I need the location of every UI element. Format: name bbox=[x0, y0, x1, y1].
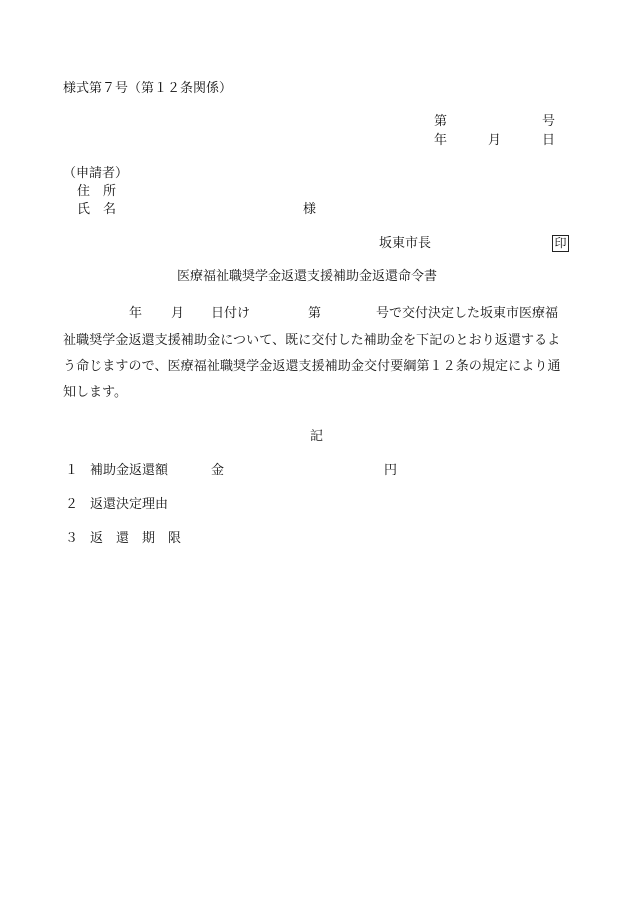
body-line-2: 祉職奨学金返還支援補助金について、既に交付した補助金を下記のとおり返還するよ bbox=[63, 333, 561, 348]
item-1-number: １ bbox=[65, 463, 79, 478]
body-line-4: 知します。 bbox=[63, 385, 127, 400]
item-3-label: 返 還 期 限 bbox=[90, 531, 182, 546]
address-label: 住 所 bbox=[77, 184, 117, 199]
doc-number-prefix: 第 bbox=[434, 114, 448, 129]
seal-box: 印 bbox=[552, 235, 569, 252]
body-year: 年 bbox=[129, 306, 143, 321]
issuer: 坂東市長 bbox=[379, 236, 432, 251]
body-month: 月 bbox=[171, 306, 185, 321]
item-1-label: 補助金返還額 bbox=[90, 463, 169, 478]
item-2-label: 返還決定理由 bbox=[90, 497, 169, 512]
date-month: 月 bbox=[488, 133, 502, 148]
body-dated: 日付け bbox=[211, 306, 251, 321]
form-label: 様式第７号（第１２条関係） bbox=[63, 81, 233, 96]
item-3-number: ３ bbox=[65, 531, 79, 546]
applicant-header: （申請者） bbox=[63, 166, 129, 181]
body-no: 第 bbox=[308, 306, 322, 321]
body-line-3: う命じますので、医療福祉職奨学金返還支援補助金交付要綱第１２条の規定により通 bbox=[63, 359, 561, 374]
date-day: 日 bbox=[542, 133, 556, 148]
document-title: 医療福祉職奨学金返還支援補助金返還命令書 bbox=[177, 269, 438, 284]
honorific: 様 bbox=[303, 202, 317, 217]
item-1-suffix: 円 bbox=[384, 463, 398, 478]
doc-number-suffix: 号 bbox=[542, 114, 556, 129]
name-label: 氏 名 bbox=[77, 202, 117, 217]
item-1-prefix: 金 bbox=[211, 463, 225, 478]
date-year: 年 bbox=[434, 133, 448, 148]
body-rest1: 号で交付決定した坂東市医療福 bbox=[376, 306, 559, 321]
item-2-number: ２ bbox=[65, 497, 79, 512]
ki-heading: 記 bbox=[310, 429, 324, 444]
